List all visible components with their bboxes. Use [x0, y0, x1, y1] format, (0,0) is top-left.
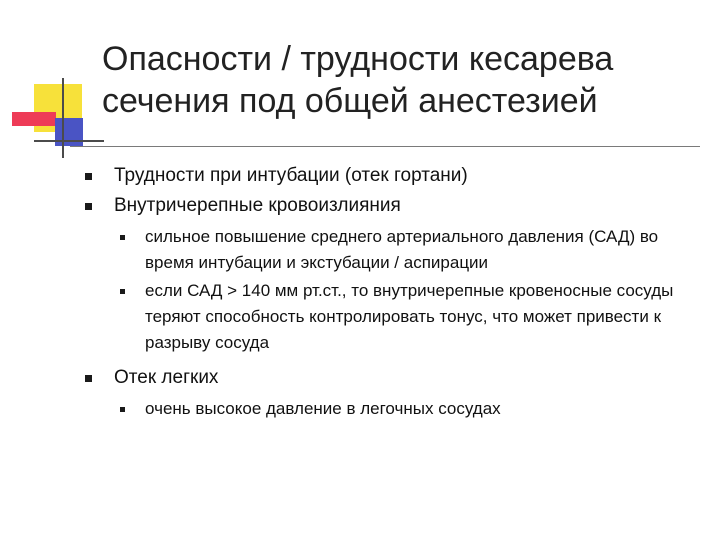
square-bullet-icon	[85, 173, 92, 180]
logo-vertical-line	[62, 78, 64, 158]
sub-bullet-item	[80, 396, 700, 422]
bullet-list	[80, 160, 700, 422]
bullet-item	[80, 192, 700, 220]
logo-horizontal-line	[34, 140, 104, 142]
sub-bullet-text: если САД > 140 мм рт.ст., то внутричерепные кровеносные сосуды теряют способность контролировать тонус, что может привести к разрыву сосуда	[145, 281, 674, 352]
square-bullet-icon	[85, 203, 92, 210]
slide-title: Опасности / трудности кесарева сечения под общей анестезией	[102, 40, 614, 120]
square-bullet-icon	[120, 407, 125, 412]
bullet-text: Трудности при интубации (отек гортани)	[114, 165, 468, 186]
bullet-item	[80, 364, 700, 392]
sub-bullet-text: сильное повышение среднего артериального давления (САД) во время интубации и экстубации / аспирации	[145, 227, 659, 272]
sub-bullet-item	[80, 224, 700, 276]
logo-red-bar	[12, 112, 56, 126]
title-divider	[70, 146, 700, 147]
square-bullet-icon	[120, 289, 125, 294]
bullet-text: Внутричерепные кровоизлияния	[114, 195, 401, 216]
sub-bullet-text: очень высокое давление в легочных сосудах	[145, 399, 501, 418]
bullet-text: Отек легких	[114, 367, 219, 388]
sub-bullet-item	[80, 278, 700, 356]
square-bullet-icon	[120, 235, 125, 240]
square-bullet-icon	[85, 375, 92, 382]
bullet-item	[80, 162, 700, 190]
